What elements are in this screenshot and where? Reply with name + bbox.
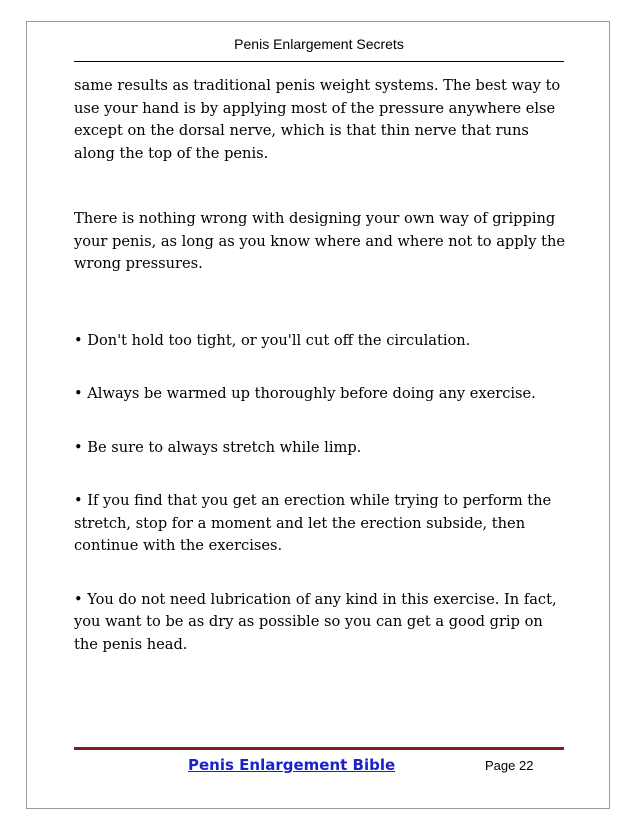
bullet-item-3: • Be sure to always stretch while limp. — [74, 438, 362, 456]
footer-title: Penis Enlargement Bible — [188, 756, 396, 774]
footer-rule — [74, 747, 564, 750]
body-text — [74, 75, 566, 656]
bullet-item-2: • Always be warmed up thoroughly before doing any exercise. — [74, 385, 536, 402]
bullet-item-1: • Don't hold too tight, or you'll cut off the circulation. — [74, 331, 471, 349]
header-rule — [74, 61, 564, 62]
running-header: Penis Enlargement Secrets — [234, 36, 404, 52]
paragraph-1: same results as traditional penis weight systems. The best way to use your hand is by applying most of the pressure anywhere else except on the dorsal nerve, which is that thin nerve that runs along the top of the penis. — [74, 77, 561, 162]
bullet-item-5: • You do not need lubrication of any kind in this exercise. In fact, you want to be as dry as possible so you can get a good grip on the penis head. — [74, 590, 557, 653]
paragraph-2: There is nothing wrong with designing your own way of gripping your penis, as long as you know where and where not to apply the wrong pressures. — [74, 210, 566, 272]
bullet-item-4: • If you find that you get an erection while trying to perform the stretch, stop for a moment and let the erection subside, then continue with the exercises. — [74, 492, 552, 554]
page-number: Page 22 — [485, 758, 534, 773]
